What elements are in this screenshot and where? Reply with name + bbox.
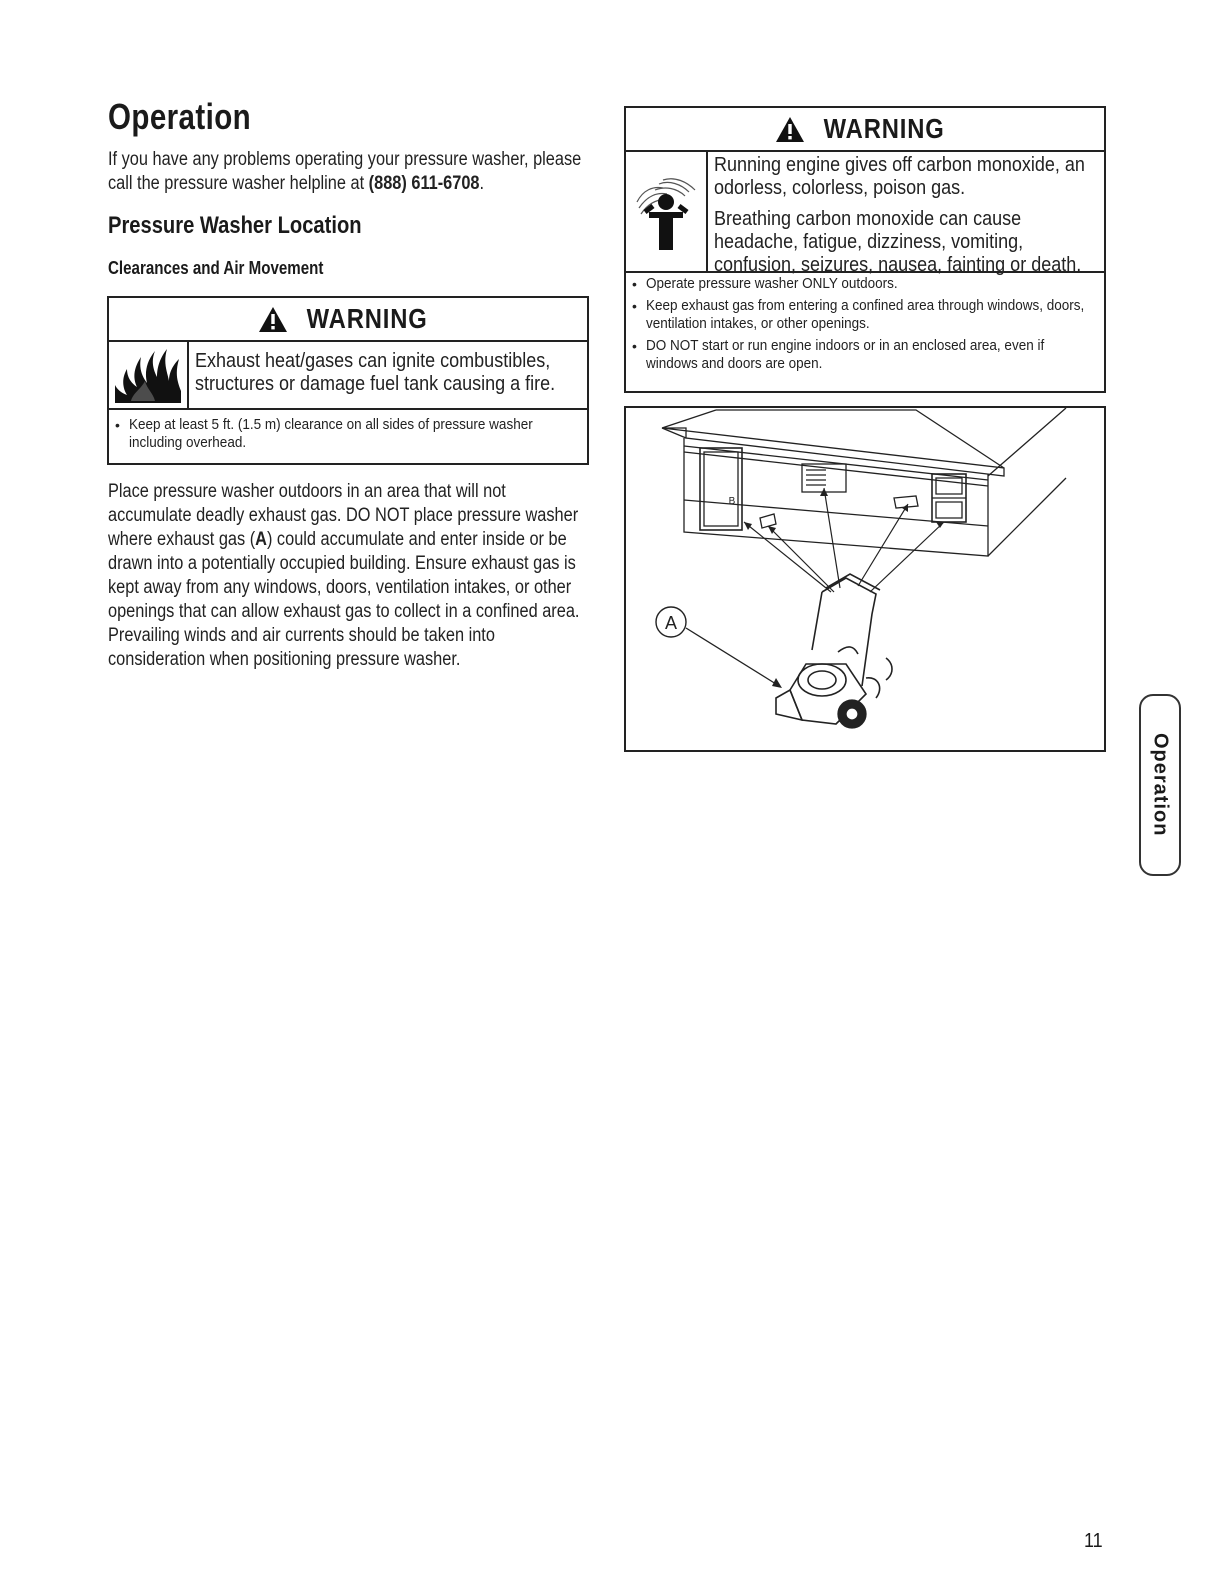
intro-end: . — [479, 173, 485, 194]
sub-heading: Clearances and Air Movement — [108, 258, 324, 278]
page-title: Operation — [108, 96, 252, 137]
warning-triangle-icon — [775, 116, 805, 143]
fire-warning-box — [107, 296, 589, 465]
callout-reference: A — [255, 529, 267, 550]
warning-label: WARNING — [306, 303, 428, 334]
co-bullet-text: Operate pressure washer ONLY outdoors. — [646, 275, 898, 292]
fire-warning-list — [109, 410, 587, 452]
warning-triangle-icon — [258, 306, 288, 333]
co-bullet-text: Keep exhaust gas from entering a confined area through windows, doors, ventilation intakes, or other openings. — [646, 297, 1085, 332]
co-warning-list — [626, 273, 1104, 373]
location-paragraph — [108, 480, 590, 672]
co-warning-text — [708, 152, 1104, 276]
co-bullet — [632, 337, 1098, 373]
helpline-number: (888) 611-6708 — [368, 173, 480, 194]
warning-header — [626, 108, 1104, 152]
fire-bullet — [115, 416, 581, 452]
toxic-icon-cell — [626, 152, 708, 271]
co-bullet — [632, 275, 1098, 293]
intro-paragraph — [108, 148, 590, 196]
body-text-2: ) could accumulate and enter inside or be drawn into a potentially occupied building. Ensure exhaust gas is kept away from any windows, doors, ventilation intakes, or other openings that can allow exhaust gas to collect in a confined area. Prevailing winds and air currents should be taken into consideration when positioning pressure washer. — [108, 529, 580, 670]
co-warning-message-1: Running engine gives off carbon monoxide, an odorless, colorless, poison gas. — [714, 154, 1085, 199]
co-warning-box — [624, 106, 1106, 393]
fire-bullet-text: Keep at least 5 ft. (1.5 m) clearance on all sides of pressure washer including overhead. — [129, 416, 533, 451]
co-bullet — [632, 297, 1098, 333]
callout-a-label: A — [664, 613, 678, 633]
co-warning-message-2: Breathing carbon monoxide can cause headache, fatigue, dizziness, vomiting, confusion, seizures, nausea, fainting or death. — [714, 208, 1082, 276]
house-diagram — [626, 408, 1104, 750]
co-bullet-text: DO NOT start or run engine indoors or in an enclosed area, even if windows and doors are open. — [646, 337, 1045, 372]
side-tab-operation — [1139, 694, 1181, 876]
house-roof — [662, 410, 1004, 476]
house-door — [700, 448, 742, 530]
section-heading: Pressure Washer Location — [108, 212, 362, 239]
body-text-1: Place pressure washer outdoors in an area that will not accumulate deadly exhaust gas. DO NOT place pressure washer where exhaust gas ( — [108, 481, 579, 550]
warning-header — [109, 298, 587, 342]
fire-warning-message: Exhaust heat/gases can ignite combustibles, structures or damage fuel tank causing a fire. — [195, 350, 556, 395]
warning-label: WARNING — [823, 113, 945, 144]
location-diagram — [624, 406, 1106, 752]
fire-icon-cell — [109, 342, 189, 408]
intro-text: If you have any problems operating your pressure washer, please call the pressure washer helpline at — [108, 149, 582, 194]
page-number: 11 — [1084, 1530, 1103, 1552]
side-tab-label: Operation — [1149, 733, 1172, 837]
toxic-fumes-icon — [629, 172, 703, 252]
door-label: B — [728, 496, 736, 507]
fire-icon — [111, 345, 185, 405]
fire-warning-text — [189, 342, 587, 408]
pressure-washer — [776, 574, 892, 724]
